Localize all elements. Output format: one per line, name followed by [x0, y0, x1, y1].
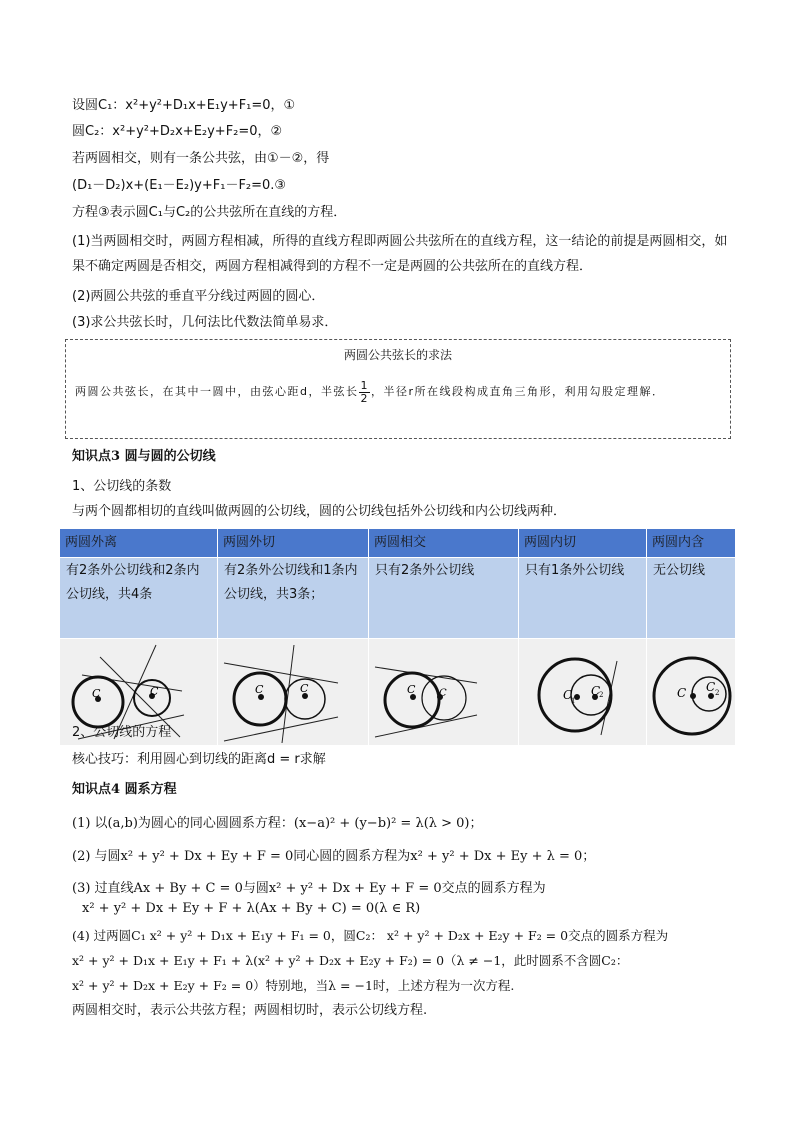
note-paragraph-2: (2)两圆公共弦的垂直平分线过两圆的圆心． [72, 289, 325, 304]
half-fraction [359, 380, 370, 405]
intro-line-3: 若两圆相交，则有一条公共弦，由①－②，得 [72, 151, 330, 166]
kp4-heading: 知识点4 圆系方程 [72, 782, 177, 797]
formula-4b: x² + y² + D₁x + E₁y + F₁ + λ(x² + y² + D₂x + E₂y + F₂) = 0（λ ≠ −1，此时圆系不含圆C₂： [72, 953, 629, 968]
note-paragraph-3: (3)求公共弦长时，几何法比代数法简单易求． [72, 315, 338, 330]
c1-label: C [255, 683, 264, 696]
header-contained: 两圆内含 [647, 529, 736, 558]
figure-external-tangent [218, 639, 369, 746]
c1-subscript: 1 [571, 697, 576, 705]
formula-5: 两圆相交时，表示公共弦方程；两圆相切时，表示公切线方程. [72, 1003, 428, 1018]
c2-label: C [591, 684, 601, 698]
intro-line-4: (D₁－D₂)x+(E₁－E₂)y+F₁－F₂=0.③ [72, 178, 287, 193]
count-separate: 有2条外公切线和2条内公切线，共4条 [60, 558, 218, 639]
tangent-table-counts [60, 558, 736, 639]
internal-tangent-diagram [519, 639, 647, 745]
intro-line-1: 设圆C₁：x²+y²+D₁x+E₁y+F₁=0，① [72, 98, 296, 113]
c2-label: C [300, 682, 309, 695]
count-contained: 无公切线 [647, 558, 736, 639]
external-tangent-diagram [218, 639, 369, 745]
note-paragraph-1: (1)当两圆相交时，两圆方程相减，所得的直线方程即两圆公共弦所在的直线方程，这一结论的前提是两圆相交，如果不确定两圆是否相交，两圆方程相减得到的方程不一定是两圆的公共弦所在的直线方程． [72, 234, 728, 274]
c2-label: C [150, 685, 159, 698]
formula-3b: x² + y² + Dx + Ey + F + λ(Ax + By + C) = 0(λ ∈ R) [82, 901, 421, 916]
c2-label: C [439, 688, 447, 699]
fraction-numerator: 1 [360, 378, 369, 392]
box-body [75, 376, 722, 408]
figure-intersect [369, 639, 519, 746]
header-internal-tangent: 两圆内切 [519, 529, 647, 558]
box-title: 两圆公共弦长的求法 [343, 348, 452, 362]
intersect-diagram [369, 639, 519, 745]
kp3-section-1: 1、公切线的条数 [72, 479, 172, 494]
c1-label: C [407, 683, 416, 696]
tangent-table-header [60, 529, 736, 558]
c1-label: C [677, 686, 687, 700]
fraction-denominator: 2 [360, 391, 369, 405]
c2-subscript: 2 [715, 689, 720, 697]
c2-label: C [706, 680, 716, 694]
formula-3a: (3) 过直线Ax + By + C = 0与圆x² + y² + Dx + Ey + F = 0交点的圆系方程为 [72, 881, 546, 896]
intro-line-2: 圆C₂：x²+y²+D₂x+E₂y+F₂=0，② [72, 124, 283, 139]
formula-2: (2) 与圆x² + y² + Dx + Ey + F = 0同心圆的圆系方程为x² + y² + Dx + Ey + λ = 0； [72, 849, 596, 864]
chord-length-box [65, 339, 731, 439]
box-body-a: 两圆公共弦长，在其中一圆中，由弦心距d，半弦长 [75, 385, 359, 398]
intro-line-5: 方程③表示圆C₁与C₂的公共弦所在直线的方程． [72, 205, 347, 220]
figure-contained [647, 639, 736, 746]
kp3-section-2: 2、公切线的方程 [72, 725, 172, 740]
box-body-b: ，半径r所在线段构成直角三角形，利用勾股定理解． [370, 385, 665, 398]
contained-diagram [647, 639, 736, 745]
c1-label: C [563, 688, 573, 702]
count-external-tangent: 有2条外公切线和1条内公切线，共3条； [218, 558, 369, 639]
formula-4a: (4) 过两圆C₁ x² + y² + D₁x + E₁y + F₁ = 0，圆C₂： x² + y² + D₂x + E₂y + F₂ = 0交点的圆系方程为 [72, 928, 669, 943]
count-internal-tangent: 只有1条外公切线 [519, 558, 647, 639]
figure-internal-tangent [519, 639, 647, 746]
tangent-table [59, 528, 736, 746]
c1-label: C [92, 687, 101, 700]
header-intersect: 两圆相交 [369, 529, 519, 558]
header-external-tangent: 两圆外切 [218, 529, 369, 558]
kp3-section-2-desc: 核心技巧：利用圆心到切线的距离d = r求解 [72, 752, 326, 767]
header-separate: 两圆外离 [60, 529, 218, 558]
count-intersect: 只有2条外公切线 [369, 558, 519, 639]
formula-1: (1) 以(a,b)为圆心的同心圆圆系方程：(x−a)² + (y−b)² = λ(λ > 0)； [72, 816, 483, 831]
formula-4c: x² + y² + D₂x + E₂y + F₂ = 0）特别地，当λ = −1时，上述方程为一次方程. [72, 978, 515, 993]
kp3-heading: 知识点3 圆与圆的公切线 [72, 449, 216, 464]
c2-subscript: 2 [599, 691, 604, 699]
kp3-section-1-desc: 与两个圆都相切的直线叫做两圆的公切线，圆的公切线包括外公切线和内公切线两种． [72, 504, 567, 519]
